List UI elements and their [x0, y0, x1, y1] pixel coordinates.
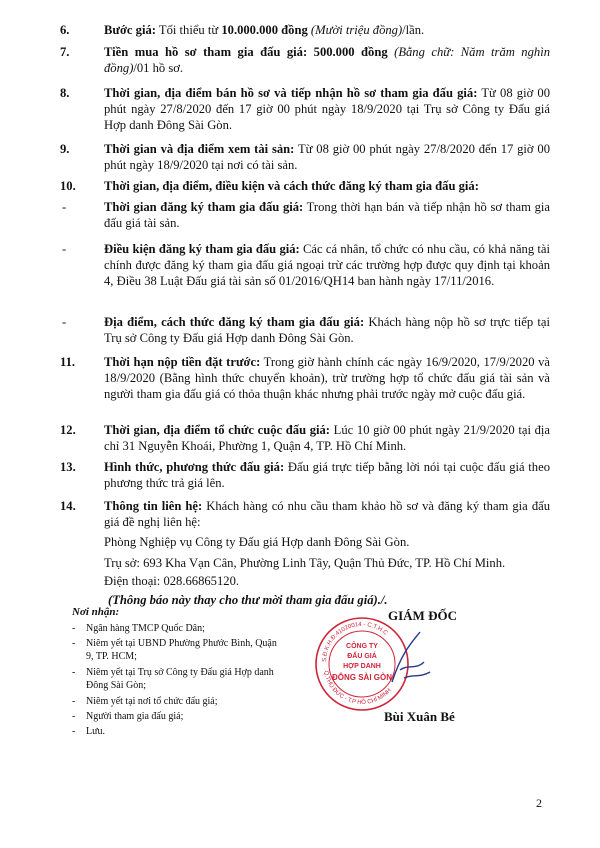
item-label: Tiền mua hồ sơ tham gia đấu giá: 500.000 đồng: [104, 45, 388, 59]
recipient-item: - Người tham gia đấu giá;: [72, 710, 282, 723]
item-number: 9.: [60, 142, 70, 156]
seal-line: HỢP DANH: [343, 663, 381, 670]
item-amount: 10.000.000 đồng: [221, 23, 308, 37]
contact-address: Trụ sở: 693 Kha Vạn Cân, Phường Linh Tây, Quận Thủ Đức, TP. Hồ Chí Minh.: [104, 556, 506, 570]
item-text: Trong thời hạn bán và tiếp nhận hồ sơ tham gia đấu giá tài sản.: [104, 200, 550, 230]
recipient-text: Niêm yết tại Trụ sở Công ty Đấu giá Hợp danh Đông Sài Gòn;: [86, 667, 274, 691]
item-13: [60, 459, 550, 491]
item-label: Địa điểm, cách thức đăng ký tham gia đấu giá:: [104, 315, 365, 329]
item-label: Thời gian, địa điểm, điều kiện và cách thức đăng ký tham gia đấu giá:: [104, 179, 479, 193]
item-text: Khách hàng nộp hồ sơ trực tiếp tại Trụ sở Công ty Đấu giá Hợp danh Đông Sài Gòn.: [104, 315, 550, 345]
item-label: Thông tin liên hệ:: [104, 499, 203, 513]
recipient-text: Lưu.: [86, 726, 106, 737]
item-words: (Mười triệu đồng): [307, 23, 403, 37]
contact-department: Phòng Nghiệp vụ Công ty Đấu giá Hợp danh Đông Sài Gòn.: [104, 535, 410, 549]
item-6: [60, 22, 550, 38]
item-text: Từ 08 giờ 00 phút ngày 27/8/2020 đến 17 giờ 00 phút ngày 18/9/2020 tại nơi có tài sản.: [104, 142, 550, 172]
bullet-dash: -: [62, 200, 67, 214]
recipients-title: Nơi nhận:: [72, 606, 120, 618]
item-text: Lúc 10 giờ 00 phút ngày 21/9/2020 tại địa chỉ 31 Nguyễn Khoái, Phường 1, Quận 4, TP. Hồ Chí Minh.: [104, 423, 551, 453]
item-number: 14.: [60, 499, 76, 513]
bullet-dash: -: [62, 315, 67, 329]
signature-title: GIÁM ĐỐC: [388, 608, 457, 623]
sub-item-registration-place: [62, 314, 550, 346]
item-number: 6.: [60, 23, 70, 37]
recipient-item: - Lưu.: [72, 725, 282, 738]
recipient-text: Người tham gia đấu giá;: [86, 711, 184, 722]
item-7: [60, 44, 550, 76]
item-text: Từ 08 giờ 00 phút ngày 27/8/2020 đến 17 giờ 00 phút ngày 18/9/2020 tại Trụ sở Công ty Đấu giá Hợp danh Đông Sài Gòn.: [104, 86, 550, 132]
recipient-text: Ngân hàng TMCP Quốc Dân;: [86, 623, 205, 634]
item-text: Đấu giá trực tiếp bằng lời nói tại cuộc đấu giá theo phương thức trả giá lên.: [104, 460, 550, 490]
page-number: 2: [536, 796, 542, 810]
item-text: Tối thiểu từ: [155, 23, 222, 37]
company-seal: [312, 612, 442, 712]
recipient-text: Niêm yết tại nơi tổ chức đấu giá;: [86, 696, 218, 707]
bullet-dash: -: [62, 242, 67, 256]
item-9: [60, 141, 550, 173]
sub-item-registration-time: [62, 199, 550, 231]
item-words: (Bằng chữ: Năm trăm nghìn đồng): [104, 45, 550, 75]
item-number: 13.: [60, 460, 76, 474]
item-11: [60, 354, 551, 402]
item-text: Trong giờ hành chính các ngày 16/9/2020, 17/9/2020 và 18/9/2020 (Bằng hình thức chuyển khoản), trừ trường hợp tổ chức đấu giá tài sản và người tham gia đấu giá có thỏa thuận khác nhưng phải trước ngày mở cuộc đấu giá.: [104, 355, 551, 401]
seal-ring-top: S.Đ.K.H.Đ:41020014 - C.T.H.C: [321, 621, 389, 663]
signer-name: Bùi Xuân Bé: [384, 709, 455, 724]
sub-item-registration-conditions: [62, 241, 550, 289]
item-label: Hình thức, phương thức đấu giá:: [104, 460, 285, 474]
recipient-text: Niêm yết tại UBND Phường Phước Bình, Quận 9, TP. HCM;: [86, 638, 277, 662]
recipient-item: - Niêm yết tại UBND Phường Phước Bình, Quận 9, TP. HCM;: [72, 637, 282, 663]
item-label: Thời gian, địa điểm tổ chức cuộc đấu giá:: [104, 423, 331, 437]
item-8: [60, 85, 550, 133]
item-number: 11.: [60, 355, 76, 369]
seal-ring-bottom: Q.THỦ ĐỨC - T.P HỒ CHÍ MINH: [322, 670, 393, 707]
seal-line: CÔNG TY: [346, 643, 378, 650]
item-14: [60, 498, 550, 530]
item-text: /lần.: [402, 23, 425, 37]
item-number: 7.: [60, 45, 70, 59]
item-text: /01 hồ sơ.: [133, 61, 184, 75]
item-12: [60, 422, 551, 454]
recipient-item: - Ngân hàng TMCP Quốc Dân;: [72, 622, 282, 635]
item-text: Các cá nhân, tổ chức có nhu cầu, có khả năng tài chính được đăng ký tham gia đấu giá ngoại trừ các trường hợp được quy định tại khoản 4, Điều 38 Luật Đấu giá tài sản số 01/2016/QH14 ban hành ngày 17/11/2016.: [104, 242, 550, 288]
recipient-item: - Niêm yết tại nơi tổ chức đấu giá;: [72, 695, 282, 708]
item-text: Khách hàng có nhu cầu tham khảo hồ sơ và đăng ký tham gia đấu giá đề nghị liên hệ:: [104, 499, 550, 529]
item-label: Thời gian và địa điểm xem tài sản:: [104, 142, 295, 156]
item-label: Thời gian đăng ký tham gia đấu giá:: [104, 200, 304, 214]
item-label: Thời hạn nộp tiền đặt trước:: [104, 355, 261, 369]
closing-note: (Thông báo này thay cho thư mời tham gia đấu giá)./.: [108, 593, 388, 607]
item-label: Bước giá:: [104, 23, 156, 37]
seal-line: ĐÔNG SÀI GÒN: [331, 673, 393, 682]
seal-line: ĐẤU GIÁ: [347, 653, 377, 660]
contact-phone: Điện thoại: 028.66865120.: [104, 574, 240, 588]
item-label: Thời gian, địa điểm bán hồ sơ và tiếp nhận hồ sơ tham gia đấu giá:: [104, 86, 478, 100]
item-number: 8.: [60, 86, 70, 100]
item-10: [60, 178, 550, 194]
item-label: Điều kiện đăng ký tham gia đấu giá:: [104, 242, 300, 256]
item-number: 10.: [60, 179, 76, 193]
recipient-item: - Niêm yết tại Trụ sở Công ty Đấu giá Hợp danh Đông Sài Gòn;: [72, 666, 282, 692]
signature-scribble: [392, 632, 430, 682]
item-number: 12.: [60, 423, 76, 437]
